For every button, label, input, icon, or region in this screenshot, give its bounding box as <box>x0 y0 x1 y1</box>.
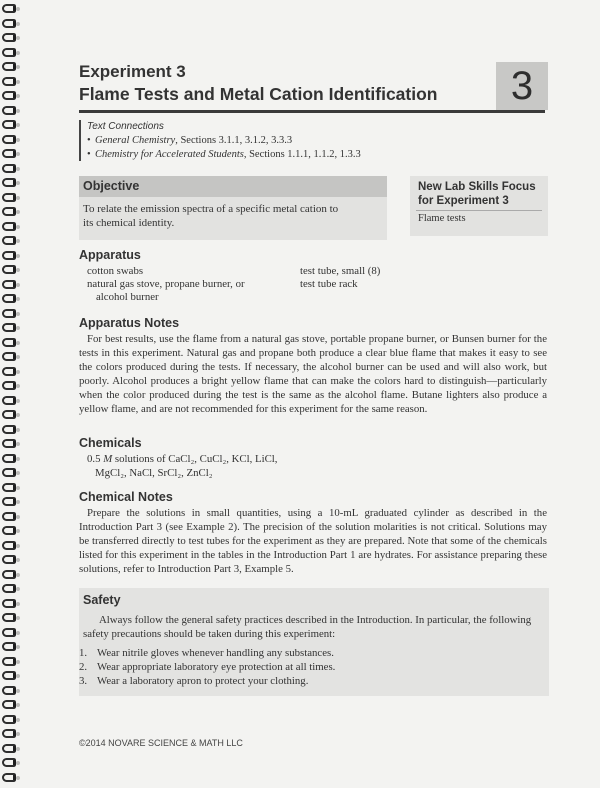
safety-heading: Safety <box>83 593 121 607</box>
apparatus-list-right <box>300 265 380 291</box>
safety-item: 1. Wear nitrile gloves whenever handling any substances. <box>79 647 334 659</box>
spiral-coil <box>2 715 16 724</box>
apparatus-notes-heading: Apparatus Notes <box>79 316 180 330</box>
spiral-coil <box>2 526 16 535</box>
apparatus-item: test tube rack <box>300 278 358 290</box>
spiral-coil <box>2 367 16 376</box>
spiral-coil <box>2 439 16 448</box>
experiment-label: Experiment 3 <box>79 62 186 81</box>
spiral-coil <box>2 178 16 187</box>
spiral-coil <box>2 686 16 695</box>
safety-box <box>79 588 549 696</box>
spiral-coil <box>2 729 16 738</box>
spiral-coil <box>2 62 16 71</box>
page-title: Flame Tests and Metal Cation Identification <box>79 84 438 104</box>
book-title: Chemistry for Accelerated Students <box>95 148 244 160</box>
spiral-coil <box>2 410 16 419</box>
lab-skills-heading: New Lab Skills Focus for Experiment 3 <box>418 181 536 207</box>
spiral-coil <box>2 338 16 347</box>
spiral-coil <box>2 323 16 332</box>
spiral-coil <box>2 570 16 579</box>
lab-skills-text: Flame tests <box>418 213 466 224</box>
spiral-coil <box>2 671 16 680</box>
spiral-coil <box>2 265 16 274</box>
spiral-coil <box>2 396 16 405</box>
spiral-coil <box>2 251 16 260</box>
spiral-coil <box>2 193 16 202</box>
spiral-coil <box>2 758 16 767</box>
objective-heading: Objective <box>79 176 387 197</box>
objective-box <box>79 176 387 240</box>
safety-item: 3. Wear a laboratory apron to protect your clothing. <box>79 675 309 687</box>
safety-item: 2. Wear appropriate laboratory eye protection at all times. <box>79 661 336 673</box>
spiral-coil <box>2 33 16 42</box>
lab-skills-box <box>410 176 548 236</box>
spiral-coil <box>2 4 16 13</box>
spiral-binding <box>0 4 22 784</box>
apparatus-item: cotton swabs <box>87 265 144 277</box>
spiral-coil <box>2 48 16 57</box>
chemicals-unit: M <box>103 453 113 465</box>
book-sections: , Sections 3.1.1, 3.1.2, 3.3.3 <box>175 135 293 146</box>
spiral-coil <box>2 744 16 753</box>
spiral-coil <box>2 149 16 158</box>
objective-text: To relate the emission spectra of a specific metal cation to its chemical identity. <box>83 203 339 229</box>
spiral-coil <box>2 309 16 318</box>
chemicals-line-2: MgCl₂, NaCl, SrCl₂, ZnCl₂ <box>95 467 213 479</box>
chemical-notes-heading: Chemical Notes <box>79 490 173 504</box>
apparatus-list-left <box>87 265 245 304</box>
spiral-coil <box>2 120 16 129</box>
apparatus-notes-text: For best results, use the flame from a natural gas stove, portable propane burner, or Bunsen burner for the tests in this experiment. Natural gas and propane both produce a clear blue flame that makes it easy to see the colors produced during the tests. If necessary, the alcohol burner can be used and will also work, but poorly. Alcohol produces a bright yellow flame that can make the colors hard to distinguish—particularly when the color produced during the test is the same as the alcohol flame. Butane lighters also produce a yellow flame, and are not recommended for this experiment for the same reason. <box>79 333 547 415</box>
text-connections-heading: Text Connections <box>87 121 164 132</box>
chemical-notes-text: Prepare the solutions in small quantities, using a 10-mL graduated cylinder as described in the Introduction Part 3 (see Example 2). The precision of the solution molarities is not critical. Solutions may be transferred directly to test tubes for the experiment as they are prepared. Note that some of the chemicals listed for this experiment in the tables in the Introduction Part 1 are hydrates. For assistance preparing these solutions, refer to Introduction Part 3, Example 5. <box>79 507 547 575</box>
text-connections <box>79 120 361 161</box>
spiral-coil <box>2 599 16 608</box>
spiral-coil <box>2 106 16 115</box>
spiral-coil <box>2 657 16 666</box>
spiral-coil <box>2 207 16 216</box>
spiral-coil <box>2 773 16 782</box>
spiral-coil <box>2 613 16 622</box>
book-title: General Chemistry <box>95 135 176 146</box>
spiral-coil <box>2 381 16 390</box>
spiral-coil <box>2 280 16 289</box>
apparatus-heading: Apparatus <box>79 248 141 262</box>
spiral-coil <box>2 584 16 593</box>
apparatus-item: alcohol burner <box>96 291 159 303</box>
chemicals-line-1: solutions of CaCl₂, CuCl₂, KCl, LiCl, <box>112 453 278 465</box>
copyright-footer: ©2014 NOVARE SCIENCE & MATH LLC <box>79 738 243 748</box>
book-sections: , Sections 1.1.1, 1.1.2, 1.3.3 <box>243 148 361 160</box>
spiral-coil <box>2 642 16 651</box>
spiral-coil <box>2 294 16 303</box>
spiral-coil <box>2 700 16 709</box>
spiral-coil <box>2 483 16 492</box>
apparatus-item: test tube, small (8) <box>300 265 381 277</box>
spiral-coil <box>2 236 16 245</box>
title-divider <box>79 110 545 113</box>
text-connection-item: • Chemistry for Accelerated Students, Sections 1.1.1, 1.1.2, 1.3.3 <box>87 148 361 160</box>
spiral-coil <box>2 555 16 564</box>
spiral-coil <box>2 135 16 144</box>
safety-intro: Always follow the general safety practices described in the Introduction. In particular, the following safety precautions should be taken during this experiment: <box>83 614 532 640</box>
spiral-coil <box>2 468 16 477</box>
spiral-coil <box>2 222 16 231</box>
text-connection-item: • General Chemistry, Sections 3.1.1, 3.1.2, 3.3.3 <box>87 135 293 146</box>
spiral-coil <box>2 497 16 506</box>
chemicals-heading: Chemicals <box>79 436 142 450</box>
spiral-coil <box>2 352 16 361</box>
spiral-coil <box>2 91 16 100</box>
spiral-coil <box>2 628 16 637</box>
chemicals-list <box>87 452 278 480</box>
apparatus-item: natural gas stove, propane burner, or <box>87 278 245 290</box>
spiral-coil <box>2 454 16 463</box>
spiral-coil <box>2 164 16 173</box>
spiral-coil <box>2 541 16 550</box>
spiral-coil <box>2 77 16 86</box>
chapter-number-box: 3 <box>496 62 548 110</box>
spiral-coil <box>2 512 16 521</box>
spiral-coil <box>2 19 16 28</box>
spiral-coil <box>2 425 16 434</box>
safety-list <box>79 646 335 688</box>
chemicals-concentration: 0.5 <box>87 453 101 465</box>
